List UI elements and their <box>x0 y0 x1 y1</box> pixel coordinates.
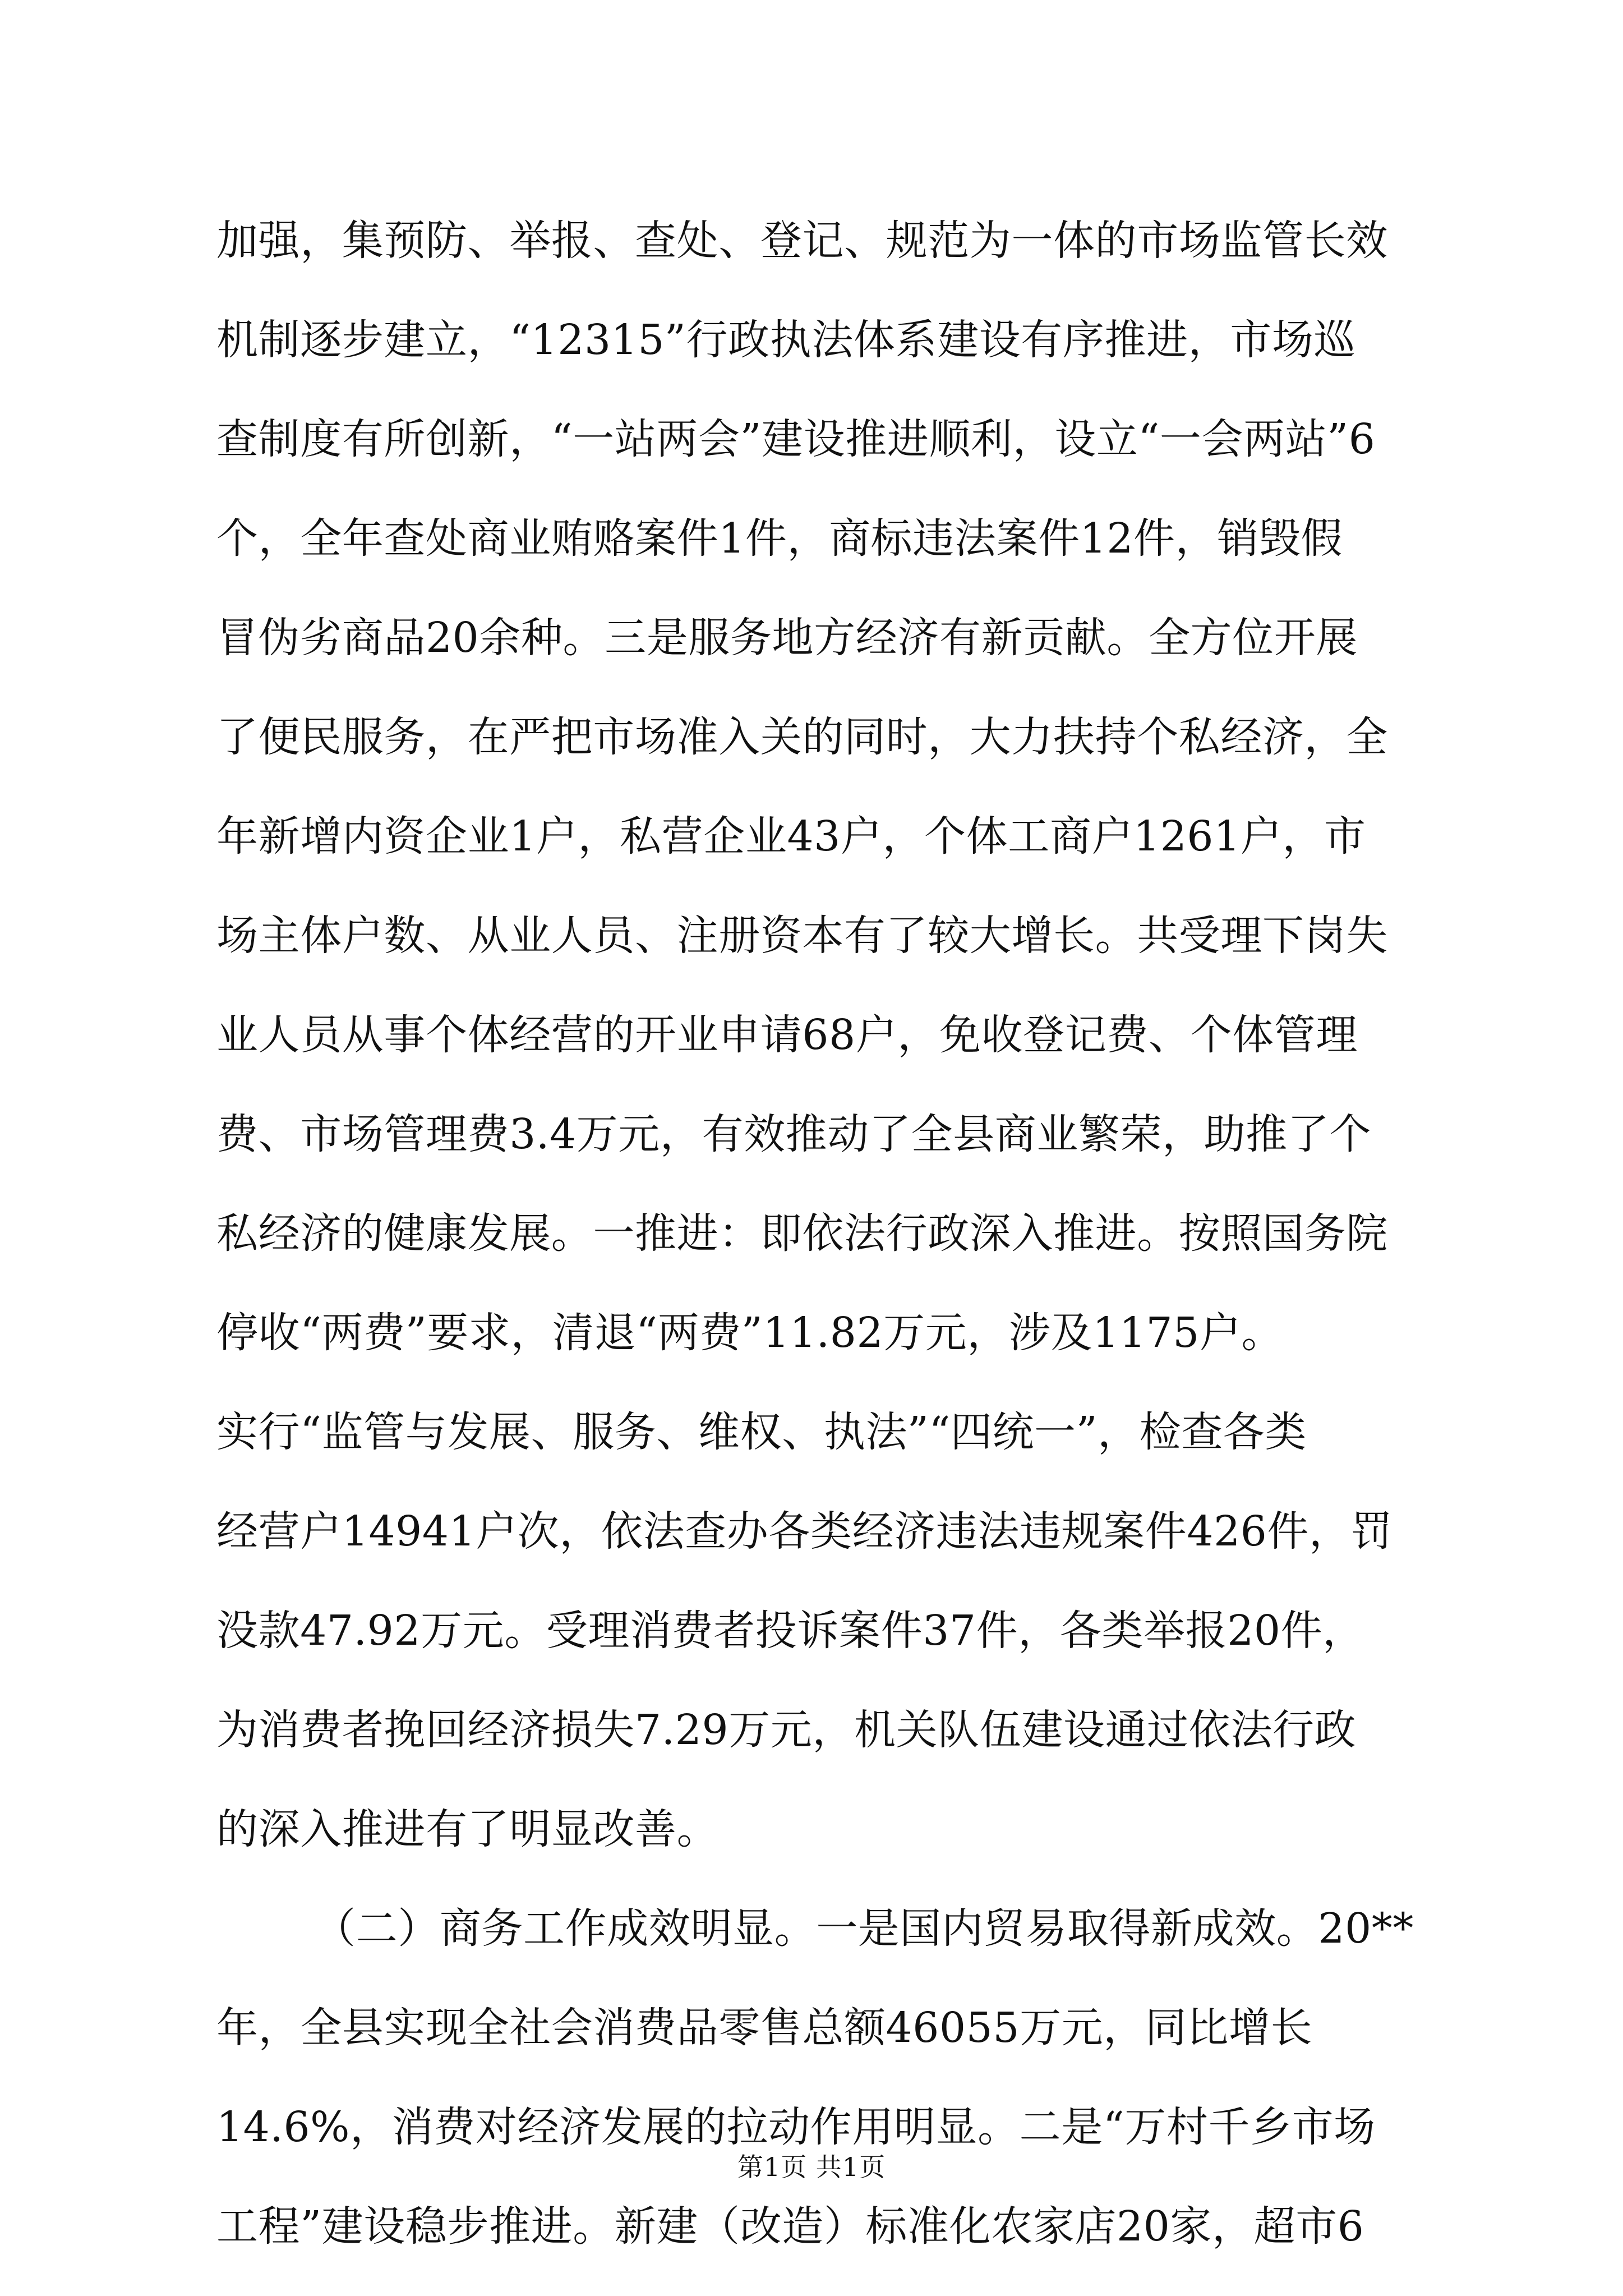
paragraph-line: 实行“监管与发展、服务、维权、执法”“四统一”，检查各类 <box>216 1408 1307 1456</box>
paragraph-line: 费、市场管理费3.4万元，有效推动了全县商业繁荣，助推了个 <box>216 1110 1372 1158</box>
paragraph-line: 停收“两费”要求，清退“两费”11.82万元，涉及1175户。 <box>216 1309 1284 1357</box>
paragraph-line: 冒伪劣商品20余种。三是服务地方经济有新贡献。全方位开展 <box>216 614 1358 662</box>
paragraph-line: 年，全县实现全社会消费品零售总额46055万元，同比增长 <box>216 2004 1313 2052</box>
paragraph-line: 为消费者挽回经济损失7.29万元，机关队伍建设通过依法行政 <box>216 1706 1357 1754</box>
paragraph-line: 工程”建设稳步推进。新建（改造）标准化农家店20家，超市6 <box>216 2202 1364 2251</box>
paragraph-line: 经营户14941户次，依法查办各类经济违法违规案件426件，罚 <box>216 1507 1393 1556</box>
paragraph-line: 加强，集预防、举报、查处、登记、规范为一体的市场监管长效 <box>216 217 1388 265</box>
paragraph-line: 业人员从事个体经营的开业申请68户，免收登记费、个体管理 <box>216 1011 1358 1059</box>
paragraph-line: 私经济的健康发展。一推进：即依法行政深入推进。按照国务院 <box>216 1209 1388 1258</box>
page-footer: 第1页 共1页 <box>737 2152 886 2182</box>
paragraph-line: 的深入推进有了明显改善。 <box>216 1805 719 1853</box>
paragraph-line: 查制度有所创新，“一站两会”建设推进顺利，设立“一会两站”6 <box>216 415 1376 463</box>
paragraph-line: 个，全年查处商业贿赂案件1件，商标违法案件12件，销毁假 <box>216 514 1343 563</box>
paragraph-line: 没款47.92万元。受理消费者投诉案件37件，各类举报20件， <box>216 1607 1364 1655</box>
paragraph-line: 了便民服务，在严把市场准入关的同时，大力扶持个私经济，全 <box>216 713 1388 761</box>
paragraph-line: 场主体户数、从业人员、注册资本有了较大增长。共受理下岗失 <box>216 912 1388 960</box>
paragraph-line: 14.6%，消费对经济发展的拉动作用明显。二是“万村千乡市场 <box>216 2103 1376 2151</box>
paragraph-line: 机制逐步建立，“12315”行政执法体系建设有序推进，市场巡 <box>216 316 1356 364</box>
section-heading-line: （二）商务工作成效明显。一是国内贸易取得新成效。20** <box>314 1904 1414 1953</box>
paragraph-line: 年新增内资企业1户，私营企业43户，个体工商户1261户，市 <box>216 812 1366 861</box>
